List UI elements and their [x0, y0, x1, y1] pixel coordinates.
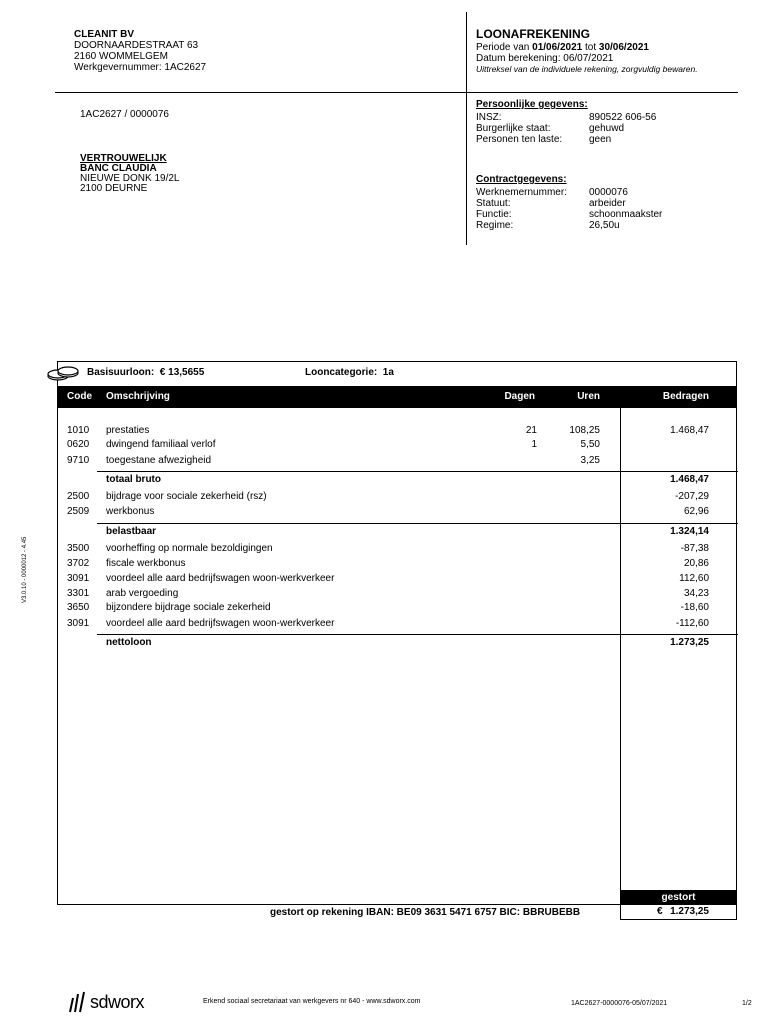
- row-code: 2509: [67, 506, 90, 517]
- table-total-row: [57, 473, 737, 487]
- row-description: prestaties: [106, 425, 150, 436]
- recipient-address: [80, 154, 179, 194]
- row-description: toegestane afwezigheid: [106, 455, 212, 466]
- row-description: werkbonus: [106, 506, 155, 517]
- contract-title: Contractgegevens:: [476, 174, 567, 185]
- logo-text: sdworx: [90, 991, 145, 1012]
- row-code: 3091: [67, 618, 90, 629]
- row-days: 21: [525, 425, 537, 436]
- row-description: fiscale werkbonus: [106, 558, 186, 569]
- row-hours: 108,25: [569, 425, 600, 436]
- contract-row: Regime: 26,50u: [476, 220, 620, 231]
- row-code: 3091: [67, 573, 90, 584]
- row-amount: 1.468,47: [670, 474, 709, 485]
- col-days: Dagen: [504, 391, 535, 402]
- row-amount: -87,38: [680, 543, 709, 554]
- subtotal-rule: [97, 523, 738, 524]
- table-row: [57, 424, 737, 438]
- sdworx-logo-icon: [66, 990, 88, 1014]
- base-hourly-wage: Basisuurloon: € 13,5655: [87, 367, 205, 378]
- row-code: 2500: [67, 491, 90, 502]
- table-row: [57, 490, 737, 504]
- title-block: [476, 28, 698, 75]
- calc-date: Datum berekening: 06/07/2021: [476, 53, 614, 64]
- row-description: voordeel alle aard bedrijfswagen woon-werkverkeer: [106, 573, 335, 584]
- col-code: Code: [67, 391, 92, 402]
- row-code: 1010: [67, 425, 90, 436]
- row-days: 1: [531, 439, 537, 450]
- row-description: voordeel alle aard bedrijfswagen woon-werkverkeer: [106, 618, 335, 629]
- contract-row: Werknemernummer: 0000076: [476, 187, 628, 198]
- paid-currency: €: [657, 906, 663, 917]
- table-row: [57, 587, 737, 601]
- employer-name: CLEANIT BV: [74, 29, 134, 40]
- iban-line: gestort op rekening IBAN: BE09 3631 5471 6757 BIC: BBRUBEBB: [270, 907, 581, 918]
- recipient-city: 2100 DEURNE: [80, 183, 148, 194]
- personal-row: INSZ: 890522 606-56: [476, 112, 657, 123]
- header-divider-horizontal: [55, 92, 738, 93]
- table-row: [57, 557, 737, 571]
- table-header: [57, 386, 737, 408]
- keep-note: Uittreksel van de individuele rekening, zorgvuldig bewaren.: [476, 64, 698, 74]
- contract-data: [476, 174, 736, 231]
- document-title: LOONAFREKENING: [476, 27, 590, 41]
- col-hours: Uren: [577, 391, 600, 402]
- header-divider-vertical: [466, 12, 467, 245]
- row-description: belastbaar: [106, 526, 157, 537]
- personal-row: Personen ten laste: geen: [476, 134, 612, 145]
- row-code: 0620: [67, 439, 90, 450]
- row-hours: 5,50: [580, 439, 600, 450]
- row-amount: 62,96: [683, 506, 709, 517]
- table-total-row: [57, 636, 737, 650]
- table-row: [57, 505, 737, 519]
- side-version-code: V3.0.10 - 0000012 - 4.45: [22, 536, 28, 603]
- row-description: dwingend familiaal verlof: [106, 439, 216, 450]
- employer-number: Werkgevernummer: 1AC2627: [74, 62, 207, 73]
- confidential-label: VERTROUWELIJK: [80, 153, 167, 164]
- period: Periode van 01/06/2021 tot 30/06/2021: [476, 42, 649, 53]
- row-amount: -207,29: [675, 491, 709, 502]
- sdworx-logo: [66, 990, 144, 1014]
- paid-amount-box: [620, 905, 737, 920]
- footer-reference: 1AC2627-0000076-05/07/2021: [571, 1000, 668, 1007]
- recipient-street: NIEUWE DONK 19/2L: [80, 173, 180, 184]
- table-row: [57, 617, 737, 631]
- row-description: voorheffing op normale bezoldigingen: [106, 543, 273, 554]
- row-description: nettoloon: [106, 637, 152, 648]
- table-row: [57, 601, 737, 615]
- row-code: 3702: [67, 558, 90, 569]
- employer-block: [74, 29, 206, 73]
- personal-data: [476, 99, 736, 145]
- personal-row: Burgerlijke staat: gehuwd: [476, 123, 625, 134]
- row-amount: 1.273,25: [670, 637, 709, 648]
- row-description: arab vergoeding: [106, 588, 179, 599]
- table-row: [57, 438, 737, 452]
- paid-amount: 1.273,25: [670, 906, 709, 917]
- wage-category: Looncategorie: 1a: [305, 367, 394, 378]
- row-amount: 112,60: [679, 573, 709, 584]
- subtotal-rule: [97, 471, 738, 472]
- table-row: [57, 454, 737, 468]
- employer-city: 2160 WOMMELGEM: [74, 51, 168, 62]
- row-amount: 1.324,14: [670, 526, 709, 537]
- row-description: bijzondere bijdrage sociale zekerheid: [106, 602, 271, 613]
- personal-title: Persoonlijke gegevens:: [476, 99, 588, 110]
- table-row: [57, 542, 737, 556]
- row-amount: 20,86: [683, 558, 709, 569]
- col-description: Omschrijving: [106, 391, 170, 402]
- row-amount: -18,60: [680, 602, 709, 613]
- row-hours: 3,25: [580, 455, 600, 466]
- paid-label: gestort: [620, 890, 737, 905]
- row-code: 3301: [67, 588, 90, 599]
- footer-accreditation: Erkend sociaal secretariaat van werkgevers nr 640 - www.sdworx.com: [203, 998, 421, 1005]
- row-description: bijdrage voor sociale zekerheid (rsz): [106, 491, 267, 502]
- reference-number: 1AC2627 / 0000076: [80, 109, 169, 120]
- recipient-name: BANC CLAUDIA: [80, 163, 157, 174]
- table-total-row: [57, 525, 737, 539]
- row-amount: 34,23: [683, 588, 709, 599]
- subtotal-rule: [97, 634, 738, 635]
- page-number: 1/2: [742, 1000, 752, 1007]
- row-code: 3650: [67, 602, 90, 613]
- coins-icon: [46, 364, 80, 382]
- contract-row: Functie: schoonmaakster: [476, 209, 663, 220]
- employer-street: DOORNAARDESTRAAT 63: [74, 40, 199, 51]
- table-row: [57, 572, 737, 586]
- row-amount: 1.468,47: [670, 425, 709, 436]
- col-amount: Bedragen: [662, 391, 709, 402]
- row-code: 9710: [67, 455, 90, 466]
- row-amount: -112,60: [675, 618, 709, 629]
- contract-row: Statuut: arbeider: [476, 198, 626, 209]
- row-code: 3500: [67, 543, 90, 554]
- row-description: totaal bruto: [106, 474, 161, 485]
